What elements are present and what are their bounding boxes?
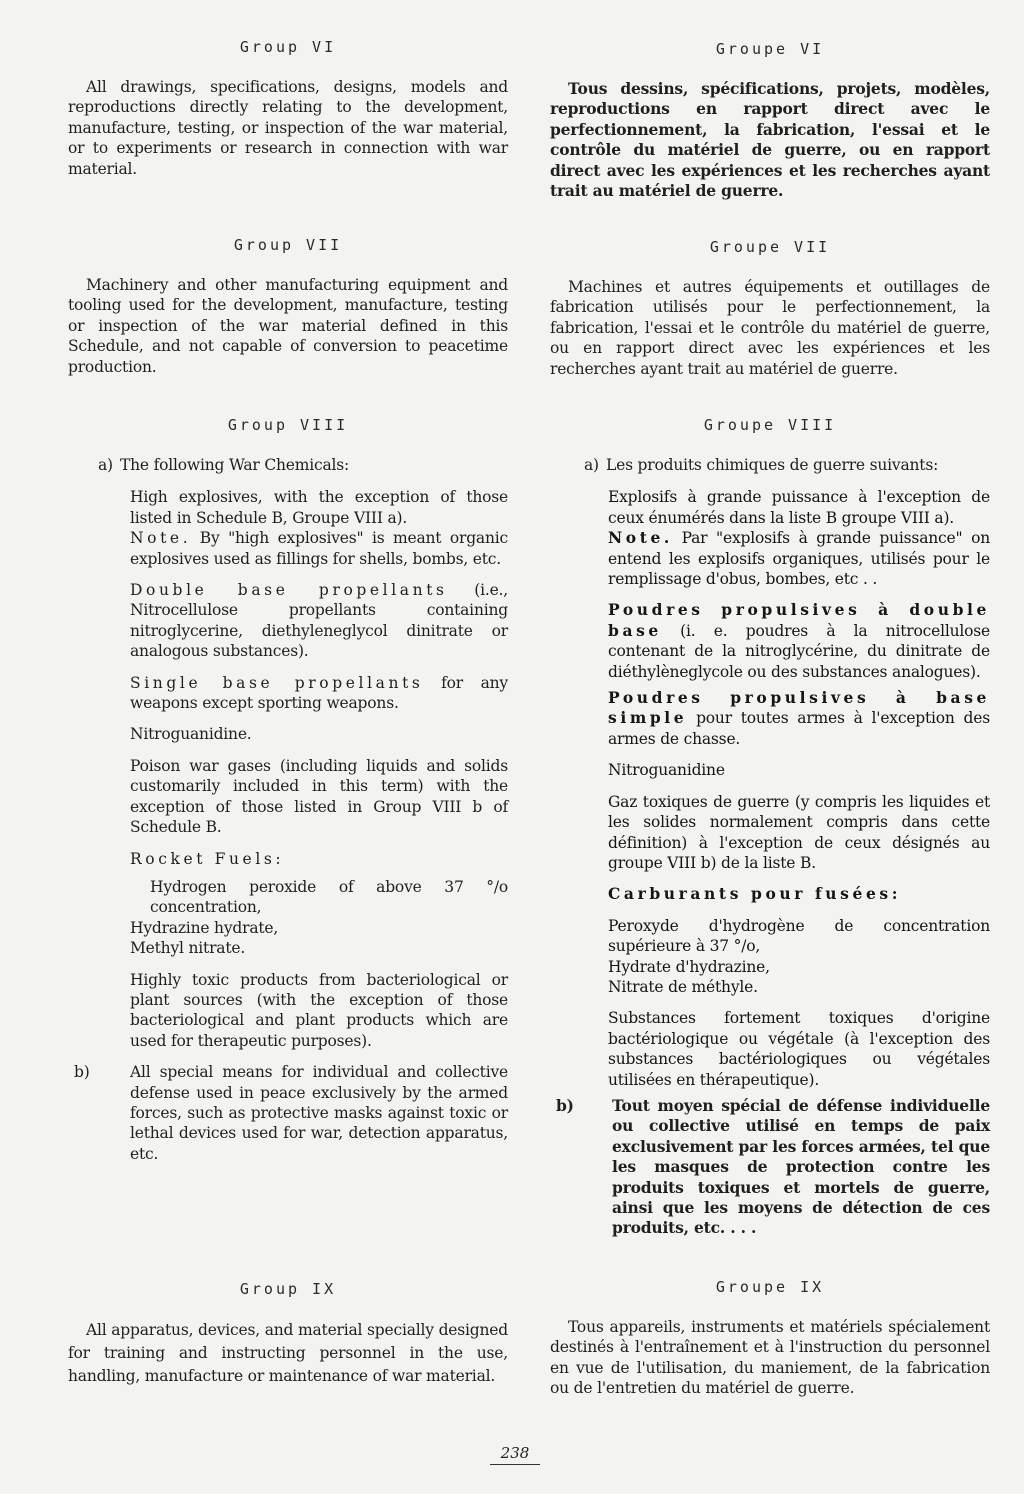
group-text: Machinery and other manufacturing equipment and tooling used for the development, manufacture, testing or inspection of the war material defined in this Schedule, and not capable of conversion to peacetime production.	[68, 276, 508, 376]
subsection-text: Tout moyen spécial de défense individuelle ou collective utilisé en temps de paix exclusivement par les forces armées, tel que les masques de protection contre les produits toxiques et mortels de guerre, ainsi que les moyens de détection de ces produits, etc. . . .	[612, 1095, 990, 1238]
french-group-vi	[550, 40, 990, 201]
list-item	[130, 673, 508, 714]
english-group-viii	[68, 416, 508, 1164]
list-item	[608, 688, 990, 749]
item-text: for any weapons except sporting weapons.	[130, 673, 508, 713]
list-item	[130, 580, 508, 662]
list-item: Nitroguanidine.	[130, 725, 252, 744]
subsection-b	[556, 1095, 990, 1239]
list-item	[608, 600, 990, 682]
list-item	[130, 849, 508, 869]
fuel-item: Methyl nitrate.	[130, 939, 246, 958]
group-title: Groupe VII	[709, 238, 831, 256]
group-text: All apparatus, devices, and material specially designed for training and instructing personnel in the use, handling, manufacture or maintenance of war material.	[68, 1321, 508, 1385]
item-text: pour toutes armes à l'exception des armes de chasse.	[608, 709, 991, 748]
english-group-vi	[68, 38, 508, 179]
item-heading: Single base propellants	[130, 673, 424, 692]
french-group-viii	[550, 416, 990, 1239]
french-group-vii	[550, 238, 990, 379]
group-title: Group IX	[239, 1280, 337, 1298]
group-text: All drawings, specifications, designs, models and reproductions directly relating to the development, manufacture, testing, or inspection of the war material, or to experiments or research in connection with war material.	[68, 78, 508, 178]
group-title: Group VIII	[227, 416, 349, 434]
list-item: Nitroguanidine	[608, 761, 725, 780]
note	[130, 528, 508, 569]
english-group-vii	[68, 236, 508, 377]
english-group-ix	[68, 1280, 508, 1388]
list-item: Substances fortement toxiques d'origine bactériologique ou végétale (à l'exception des substances bactériologiques ou végétales utilisées en thérapeutique).	[608, 1009, 990, 1089]
list-item: Poison war gases (including liquids and solids customarily included in this term) with the exception of those listed in Group VIII b of Schedule B.	[130, 756, 508, 837]
fuel-item: Nitrate de méthyle.	[608, 977, 758, 996]
item-heading: Carburants pour fusées:	[608, 884, 902, 904]
item-text: (i.e., Nitrocellulose propellants containing nitroglycerine, diethyleneglycol dinitrate or analogous substances).	[130, 581, 508, 661]
subsection-label: b)	[556, 1095, 574, 1115]
fuel-item: Hydrate d'hydrazine,	[608, 957, 770, 976]
subsection-a	[584, 455, 990, 475]
subsection-label: a)	[98, 456, 113, 474]
page-number: 238	[490, 1444, 540, 1465]
group-text: Tous appareils, instruments et matériels spécialement destinés à l'entraînement et à l'instruction du personnel en vue de l'utilisation, du maniement, de la fabrication ou de l'entretien du matériel de guerre.	[550, 1318, 990, 1398]
subsection-label: b)	[74, 1063, 90, 1082]
group-title: Groupe VIII	[703, 416, 837, 434]
list-item: Highly toxic products from bacteriological or plant sources (with the exception of those bacteriological and plant products which are used for therapeutic purposes).	[130, 970, 508, 1050]
group-title: Groupe IX	[715, 1278, 825, 1296]
subsection-b	[74, 1062, 508, 1164]
fuel-item: Peroxyde d'hydrogène de concentration supérieure à 37 °/o,	[608, 916, 990, 956]
group-title: Group VI	[239, 38, 337, 56]
group-title: Group VII	[233, 236, 343, 254]
group-text: Tous dessins, spécifications, projets, modèles, reproductions en rapport direct avec le perfectionnement, la fabrication, l'essai et le contrôle du matériel de guerre, ou en rapport direct avec les expériences et les recherches ayant trait au matériel de guerre.	[550, 79, 990, 201]
note-text: By "high explosives" is meant organic explosives used as fillings for shells, bombs, etc.	[130, 529, 508, 568]
subsection-label: a)	[584, 456, 599, 474]
list-item: Gaz toxiques de guerre (y compris les liquides et les solides normalement compris dans cette définition) à l'exception de ceux désignés au groupe VIII b) de la liste B.	[608, 792, 990, 872]
fuel-item: Hydrogen peroxide of above 37 °/o concentration,	[150, 877, 508, 917]
item-heading: Double base propellants	[130, 581, 448, 600]
note	[608, 528, 990, 589]
subsection-a	[98, 455, 508, 475]
item-heading: Poudres propulsives à double base	[608, 600, 990, 640]
list-item: High explosives, with the exception of those listed in Schedule B, Groupe VIII a).	[130, 488, 508, 527]
french-group-ix	[550, 1278, 990, 1399]
subsection-text: All special means for individual and collective defense used in peace exclusively by the armed forces, such as protective masks against toxic or lethal devices used for war, detection apparatus, etc.	[130, 1063, 508, 1163]
fuel-item: Hydrazine hydrate,	[130, 918, 279, 937]
group-title: Groupe VI	[715, 40, 825, 58]
subsection-text: The following War Chemicals:	[120, 456, 350, 474]
subsection-text: Les produits chimiques de guerre suivants:	[606, 456, 939, 474]
item-heading: Poudres propulsives à base simple	[608, 688, 990, 728]
list-item	[608, 884, 990, 904]
item-heading: Rocket Fuels:	[130, 849, 285, 868]
note-label: Note.	[130, 529, 192, 548]
list-item: Explosifs à grande puissance à l'exception de ceux énumérés dans la liste B groupe VIII a).	[608, 488, 990, 527]
note-label: Note.	[608, 528, 673, 548]
group-text: Machines et autres équipements et outillages de fabrication utilisés pour le perfectionnement, la fabrication, l'essai et le contrôle du matériel de guerre, ou en rapport direct avec les expériences et les recherches ayant trait au matériel de guerre.	[550, 278, 990, 378]
note-text: Par "explosifs à grande puissance" on entend les explosifs organiques, utilisés pour le remplissage d'obus, bombes, etc . .	[608, 529, 990, 589]
item-text: (i. e. poudres à la nitrocellulose contenant de la nitroglycérine, du dinitrate de diéthylèneglycole ou des substances analogues).	[608, 621, 990, 681]
